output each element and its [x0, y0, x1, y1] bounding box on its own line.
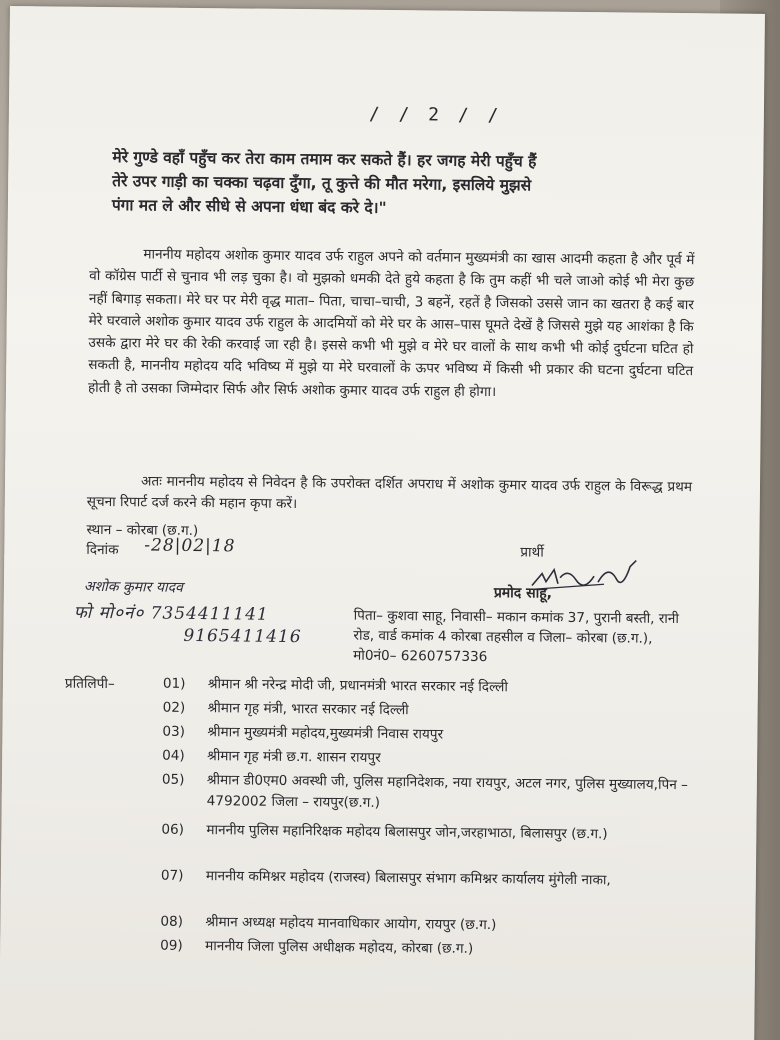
page-number: / / 2 / /: [368, 103, 503, 127]
applicant-address: पिता– कुशवा साहू, निवासी– मकान कमांक 37, पुरानी बस्ती, रानी रोड, वार्ड कमांक 4 कोरबा तहसील व जिला– कोरबा (छ.ग.), मो0नं0– 6260757336: [353, 607, 679, 666]
cc-recipient: माननीय कमिश्नर महोदय (राजस्व) बिलासपुर संभाग कमिश्नर कार्यालय मुंगेली नाका,: [205, 868, 611, 889]
complaint-paragraph: माननीय महोदय अशोक कुमार यादव उर्फ राहुल अपने को वर्तमान मुख्यमंत्री का खास आदमी कहता है और पूर्व में वो कॉग्रेस पार्टी से चुनाव भी लड़ चुका है। वो मुझको धमकी देते हुये कहता है कि तुम कहीं भी चले जाओ कोई भी मेरा कुछ नहीं बिगाड़ सकता। मेरे घर पर मेरी वृद्ध माता– पिता, चाचा–चाची, 3 बहनें, रहतें है जिसको उससे जान का खतरा है कई बार मेरे घरवाले अशोक कुमार यादव उर्फ राहुल के आदमियों को मेरे घर के आस–पास घूमते देखें है जिससे मुझे यह आशंका है कि उसके द्वारा मेरे घर की रेकी करवाई जा रही है। इससे कभी भी मुझे व मेरे घर वालों के साथ कभी भी कोई दुर्घटना घटित हो सकती है, माननीय महोदय यदि भविष्य में मुझे या मेरे घरवालों के ऊपर भविष्य में किसी भी प्रकार की घटना दुर्घटना घटित होती है तो उसका जिम्मेदार सिर्फ और सिर्फ अशोक कुमार यादव उर्फ राहुल ही होगा।: [87, 246, 695, 400]
cc-number: 07): [160, 867, 184, 884]
quote-line: मेरे गुण्डे वहाँ पहुँच कर तेरा काम तमाम कर सकते हैं। हर जगह मेरी पहुँच हैं: [112, 148, 537, 171]
place-line: स्थान – कोरबा (छ.ग.): [86, 521, 199, 539]
cc-number: 01): [162, 675, 186, 692]
cc-number: 02): [162, 699, 186, 716]
cc-recipient: श्रीमान मुख्यमंत्री महोदय,मुख्यमंत्री निवास रायपुर: [207, 724, 444, 743]
cc-number: 06): [161, 821, 185, 838]
cc-list-item: [1, 818, 721, 843]
cc-number: 04): [162, 747, 185, 764]
quote-line: तेरे उपर गाड़ी का चक्का चढ़वा दुँगा, तू कुत्ते की मौत मरेगा, इसलिये मुझसे: [112, 172, 532, 195]
cc-number: 05): [161, 771, 185, 788]
handwritten-note: 9165411416: [183, 625, 302, 648]
applicant-name: प्रमोद साहू,: [493, 585, 553, 602]
cc-recipient: श्रीमान श्री नरेन्द्र मोदी जी, प्रधानमंत्री भारत सरकार नई दिल्ली: [207, 676, 508, 696]
date-label: दिनांक: [86, 541, 119, 559]
cc-recipient: माननीय जिला पुलिस अधीक्षक महोदय, कोरबा (छ.ग.): [205, 938, 474, 957]
cc-number: 03): [162, 723, 186, 740]
handwritten-date: -28|02|18: [144, 535, 236, 557]
cc-number: 09): [160, 937, 183, 954]
request-paragraph: अतः माननीय महोदय से निवेदन है कि उपरोक्त दर्शित अपराध में अशोक कुमार यादव उर्फ राहुल के विरूद्ध प्रथम सूचना रिपार्ट दर्ज करने की महान कृपा करें।: [86, 473, 693, 513]
cc-recipient: श्रीमान गृह मंत्री, भारत सरकार नई दिल्ली: [207, 700, 409, 719]
threat-quote: [112, 145, 733, 223]
quote-line: पंगा मत ले और सीधे से अपना धंधा बंद करे दे।": [111, 196, 387, 217]
applicant-label: प्रार्थी: [520, 544, 544, 561]
cc-list-item: [1, 910, 721, 934]
cc-recipient: माननीय पुलिस महानिरिक्षक महोदय बिलासपुर जोन,जरहाभाठा, बिलासपुर (छ.ग.): [206, 822, 608, 843]
cc-recipient: श्रीमान डी0एम0 अवस्थी जी, पुलिस महानिदेशक, नया रायपुर, अटल नगर, पुलिस मुख्यालय,पिन – 4792002 जिला – रायपुर(छ.ग.): [206, 772, 688, 811]
handwritten-note: अशोक कुमार यादव: [83, 578, 183, 596]
handwritten-note: फो मो०नं० 7354411141: [73, 602, 269, 625]
cc-recipient: श्रीमान गृह मंत्री छ.ग. शासन रायपुर: [207, 748, 381, 766]
document-page: [0, 6, 765, 1040]
cc-number: 08): [160, 913, 184, 930]
cc-recipient: श्रीमान अध्यक्ष महोदय मानवाधिकार आयोग, रायपुर (छ.ग.): [205, 914, 497, 934]
cc-label: प्रतिलिपी–: [64, 675, 115, 693]
cc-list-item: [1, 864, 721, 889]
